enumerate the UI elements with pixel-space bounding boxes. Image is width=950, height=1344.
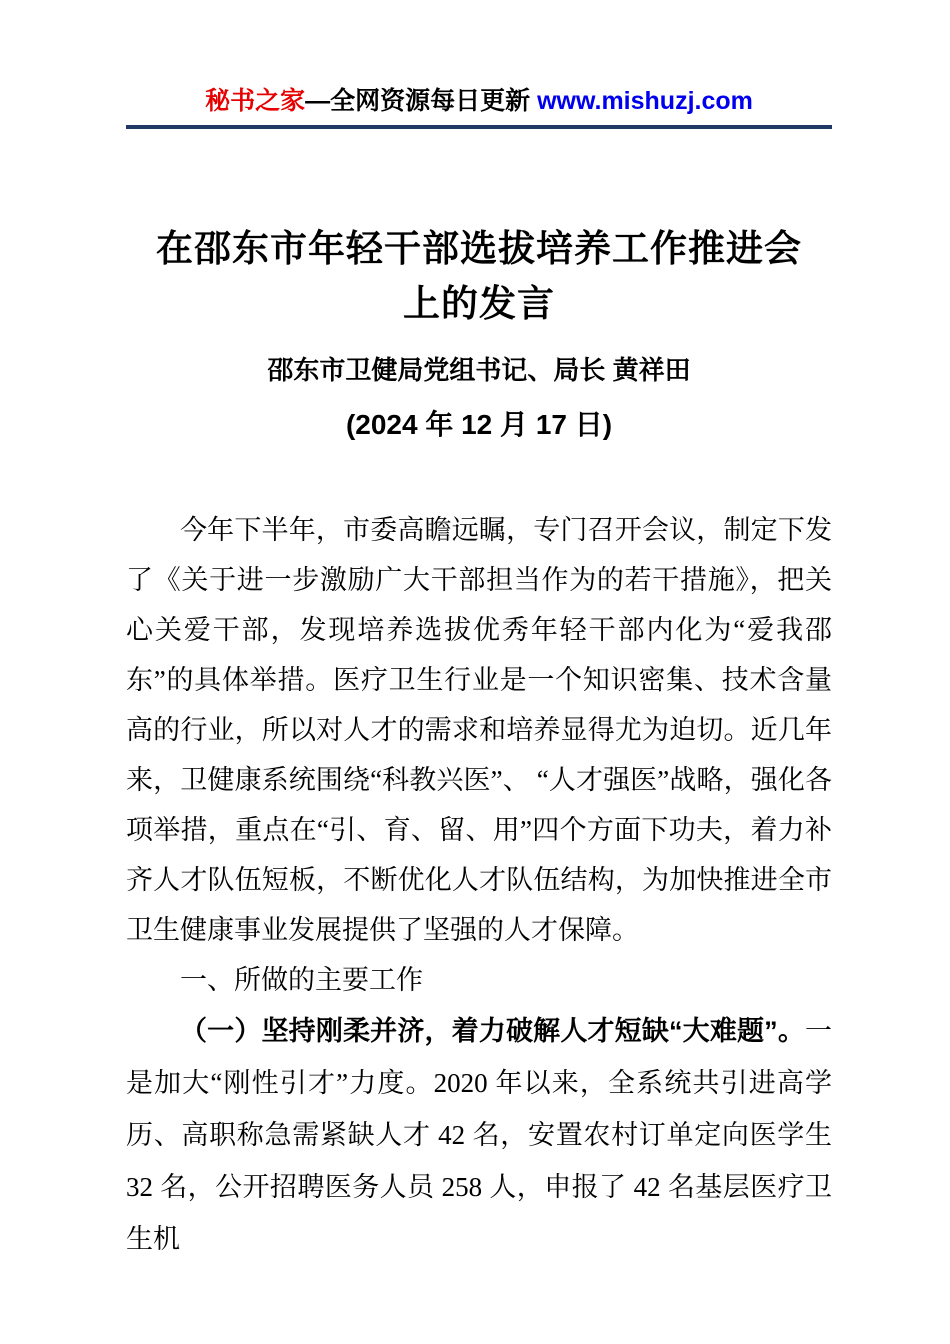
document-title-line1: 在邵东市年轻干部选拔培养工作推进会 xyxy=(156,228,802,269)
author-byline: 邵东市卫健局党组书记、局长 黄祥田 xyxy=(267,355,691,385)
subsection-body-text: 一是加大“刚性引才”力度。2020 年以来，全系统共引进高学历、高职称急需紧缺人才 42 名，安置农村订单定向医学生 32 名，公开招聘医务人员 258 人，申报了 42 名基层医疗卫生机 xyxy=(126,1016,832,1254)
site-header xyxy=(126,86,832,116)
document-title xyxy=(126,221,832,331)
paragraph-intro: 今年下半年，市委高瞻远瞩，专门召开会议，制定下发了《关于进一步激励广大干部担当作为的若干措施》，把关心关爱干部，发现培养选拔优秀年轻干部内化为“爱我邵东”的具体举措。医疗卫生行业是一个知识密集、技术含量高的行业，所以对人才的需求和培养显得尤为迫切。近几年来，卫健康系统围绕“科教兴医”、 “人才强医”战略，强化各项举措，重点在“引、育、留、用”四个方面下功夫，着力补齐人才队伍短板，不断优化人才队伍结构，为加快推进全市卫生健康事业发展提供了坚强的人才保障。 xyxy=(126,515,832,945)
site-tagline: 全网资源每日更新 xyxy=(330,87,538,115)
document-date: (2024 年 12 月 17 日) xyxy=(345,409,613,440)
document-body xyxy=(126,505,832,1265)
site-url-link[interactable]: www.mishuzj.com xyxy=(537,87,753,115)
header-separator: — xyxy=(305,87,331,115)
document-title-line2: 上的发言 xyxy=(403,283,555,324)
subsection-heading-bold: （一）坚持刚柔并济，着力破解人才短缺“大难题”。 xyxy=(180,1016,805,1046)
paragraph-subsection xyxy=(126,1005,832,1265)
site-brand: 秘书之家 xyxy=(205,87,306,115)
header-divider xyxy=(126,125,832,129)
section-heading: 一、所做的主要工作 xyxy=(180,965,423,995)
